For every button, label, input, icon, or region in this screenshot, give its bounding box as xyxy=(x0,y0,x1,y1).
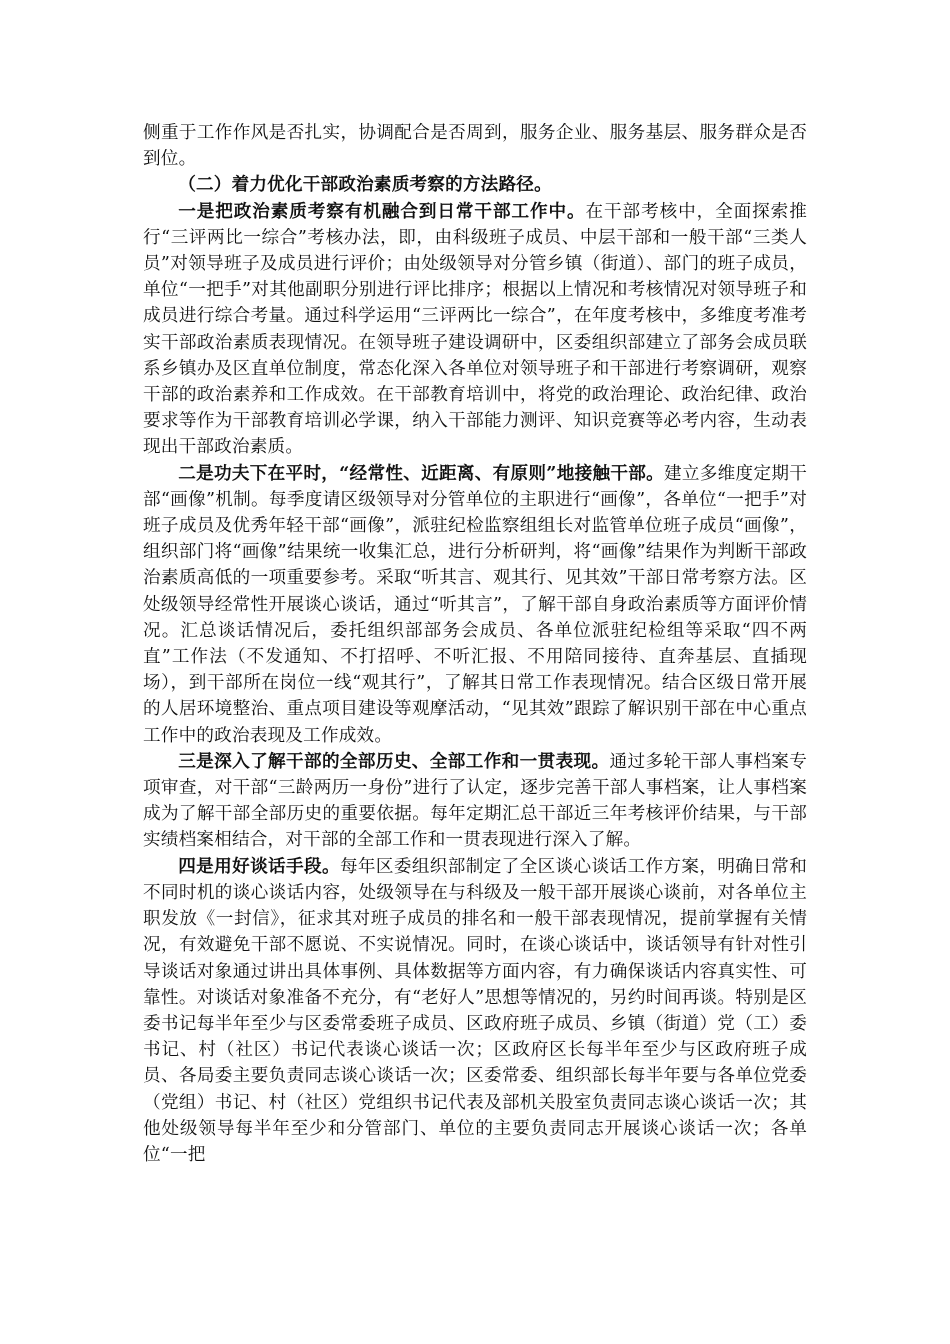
paragraph-text: 在干部考核中，全面探索推行“三评两比一综合”考核办法，即，由科级班子成员、中层干部和一般干部“三类人员”对领导班子及成员进行评价；由处级领导对分管乡镇（街道）、部门的班子成员，单位“一把手”对其他副职分别进行评比排序；根据以上情况和考核情况对领导班子和成员进行综合考量。通过科学运用“三评两比一综合”，在年度考核中，多维度考准考实干部政治素质表现情况。在领导班子建设调研中，区委组织部建立了部务会成员联系乡镇办及区直单位制度，常态化深入各单位对领导班子和干部进行考察调研，观察干部的政治素养和工作成效。在干部教育培训中，将党的政治理论、政治纪律、政治要求等作为干部教育培训必学课，纳入干部能力测评、知识竞赛等必考内容，生动表现出干部政治素质。 xyxy=(143,201,807,458)
paragraph-text: 通过多轮干部人事档案专项审查，对干部“三龄两历一身份”进行了认定，逐步完善干部人事档案，让人事档案成为了解干部全部历史的重要依据。每年定期汇总干部近三年考核评价结果，与干部实绩档案相结合，对干部的全部工作和一贯表现进行深入了解。 xyxy=(143,751,808,851)
paragraph-lead: 一是把政治素质考察有机融合到日常干部工作中。 xyxy=(178,200,586,222)
paragraph-point-1 xyxy=(143,199,807,461)
paragraph-text: 建立多维度定期干部“画像”机制。每季度请区级领导对分管单位的主职进行“画像”，各单位“一把手”对班子成员及优秀年轻干部“画像”，派驻纪检监察组组长对监管单位班子成员“画像”，组织部门将“画像”结果统一收集汇总，进行分析研判，将“画像”结果作为判断干部政治素质高低的一项重要参考。采取“听其言、观其行、见其效”干部日常考察方法。区处级领导经常性开展谈心谈话，通过“听其言”，了解干部自身政治素质等方面评价情况。汇总谈话情况后，委托组织部部务会成员、各单位派驻纪检组等采取“四不两直”工作法（不发通知、不打招呼、不听汇报、不用陪同接待、直奔基层、直插现场），到干部所在岗位一线“观其行”，了解其日常工作表现情况。结合区级日常开展的人居环境整治、重点项目建设等观摩活动，“见其效”跟踪了解识别干部在中心重点工作中的政治表现及工作成效。 xyxy=(143,463,808,746)
paragraph-point-4 xyxy=(143,854,807,1168)
paragraph-point-2 xyxy=(143,461,807,749)
paragraph-text: 每年区委组织部制定了全区谈心谈话工作方案，明确日常和不同时机的谈心谈话内容，处级领导在与科级及一般干部开展谈心谈前，对各单位主职发放《一封信》，征求其对班子成员的排名和一般干部表现情况，提前掌握有关情况，有效避免干部不愿说、不实说情况。同时，在谈心谈话中，谈话领导有针对性引导谈话对象通过讲出具体事例、具体数据等方面内容，有力确保谈话内容真实性、可靠性。对谈话对象准备不充分，有“老好人”思想等情况的，另约时间再谈。特别是区委书记每半年至少与区委常委班子成员、区政府班子成员、乡镇（街道）党（工）委书记、村（社区）书记代表谈心谈话一次；区政府区长每半年至少与区政府班子成员、各局委主要负责同志谈心谈话一次；区委常委、组织部长每半年要与各单位党委（党组）书记、村（社区）党组织书记代表及部机关股室负责同志谈心谈话一次；其他处级领导每半年至少和分管部门、单位的主要负责同志开展谈心谈话一次；各单位“一把 xyxy=(143,856,808,1165)
paragraph-lead: 三是深入了解干部的全部历史、全部工作和一贯表现。 xyxy=(178,750,610,772)
paragraph-lead: 四是用好谈话手段。 xyxy=(178,855,340,877)
section-heading-text: （二）着力优化干部政治素质考察的方法路径。 xyxy=(178,174,552,196)
document-body xyxy=(143,120,807,1168)
section-heading xyxy=(143,172,807,198)
paragraph-continuation xyxy=(143,120,807,172)
paragraph-text: 侧重于工作作风是否扎实，协调配合是否周到，服务企业、服务基层、服务群众是否到位。 xyxy=(143,123,807,170)
paragraph-point-3 xyxy=(143,749,807,854)
paragraph-lead: 二是功夫下在平时，“经常性、近距离、有原则”地接触干部。 xyxy=(178,462,665,484)
